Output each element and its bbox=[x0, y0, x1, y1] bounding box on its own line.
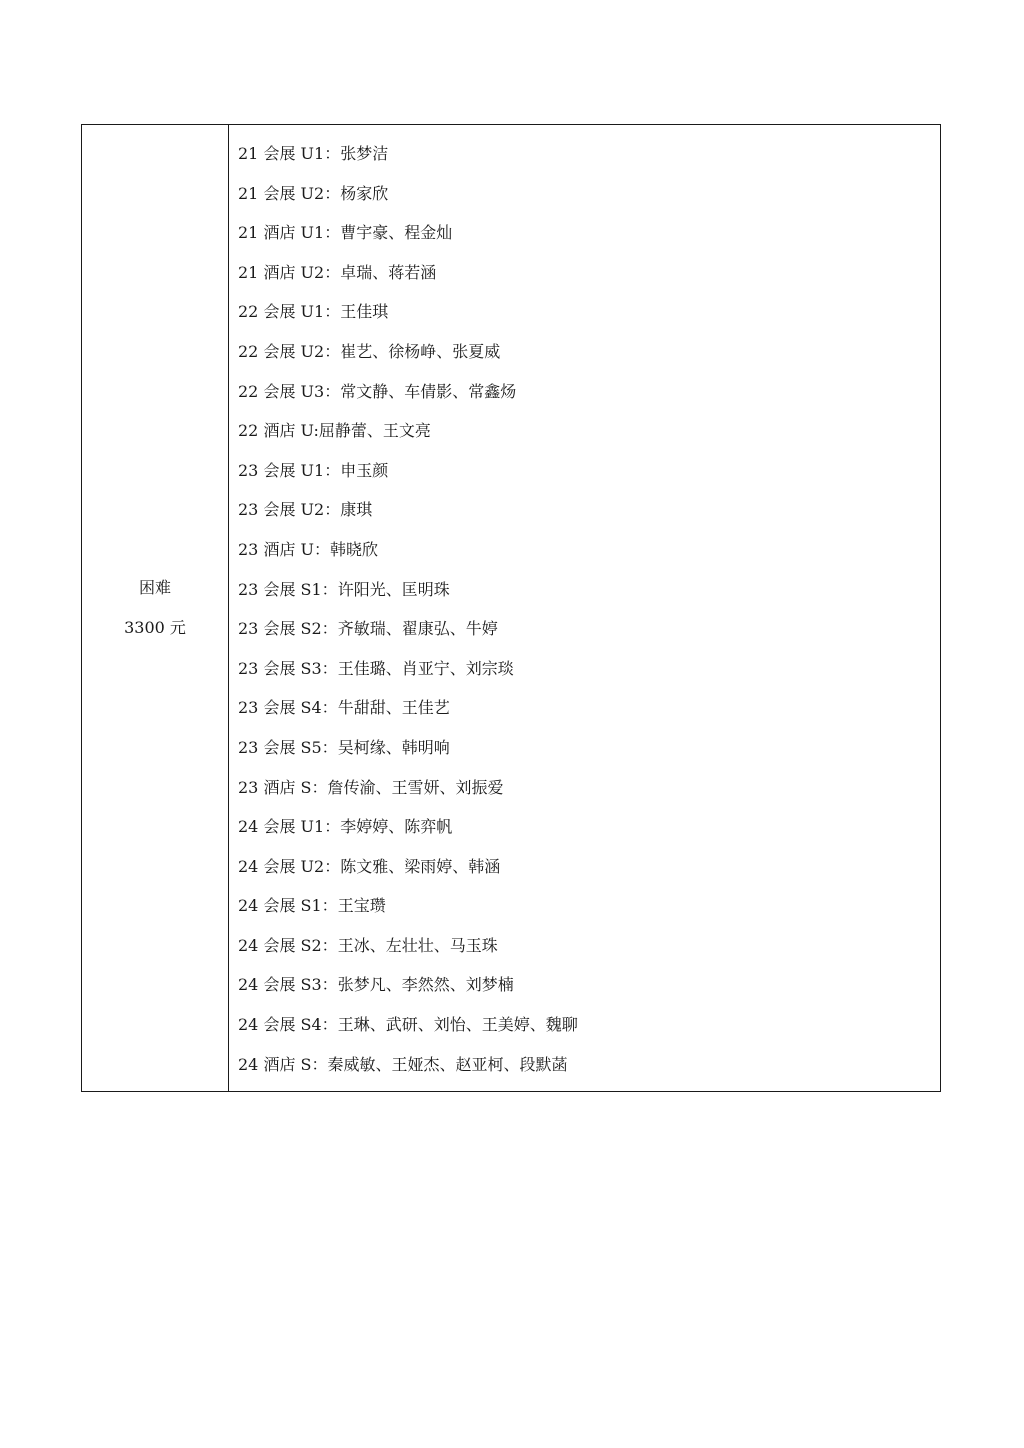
list-item bbox=[238, 695, 940, 735]
list-item bbox=[238, 735, 940, 775]
student-names: 秦威敏、王娅杰、赵亚柯、段默菡 bbox=[327, 1054, 568, 1074]
list-item bbox=[238, 220, 940, 260]
list-item bbox=[238, 141, 940, 181]
funding-table bbox=[81, 124, 941, 1092]
student-names: 崔艺、徐杨峥、张夏威 bbox=[340, 341, 501, 361]
class-label: 21 会展 U2： bbox=[238, 183, 341, 203]
student-names: 曹宇豪、程金灿 bbox=[340, 223, 453, 243]
list-item bbox=[238, 458, 940, 498]
student-names: 申玉颜 bbox=[340, 460, 389, 480]
list-item bbox=[238, 814, 940, 854]
list-item bbox=[238, 656, 940, 696]
student-names: 吴柯缘、韩明响 bbox=[337, 737, 450, 757]
class-label: 21 酒店 U2： bbox=[238, 262, 341, 282]
class-label: 24 会展 S2： bbox=[238, 935, 338, 955]
student-names: 王琳、武研、刘怡、王美婷、魏聊 bbox=[337, 1015, 578, 1035]
student-names: 张梦凡、李然然、刘梦楠 bbox=[337, 975, 514, 995]
student-names: 李婷婷、陈弈帆 bbox=[340, 817, 453, 837]
student-names: 屈静蕾、王文亮 bbox=[318, 421, 431, 441]
class-label: 24 会展 S4： bbox=[238, 1015, 338, 1035]
list-item bbox=[238, 775, 940, 815]
student-names: 王佳璐、肖亚宁、刘宗琰 bbox=[337, 658, 514, 678]
student-names: 张梦洁 bbox=[340, 144, 389, 163]
list-item bbox=[238, 181, 940, 221]
category-cell bbox=[82, 125, 229, 1091]
difficulty-level: 困难 bbox=[138, 578, 171, 597]
class-label: 24 会展 U2： bbox=[238, 856, 341, 876]
class-label: 24 会展 S1： bbox=[238, 896, 338, 916]
list-item bbox=[238, 1012, 940, 1052]
class-label: 23 酒店 U： bbox=[238, 539, 331, 559]
class-label: 23 会展 S5： bbox=[238, 737, 338, 757]
class-label: 22 会展 U1： bbox=[238, 302, 341, 322]
list-item bbox=[238, 299, 940, 339]
class-label: 23 会展 S1： bbox=[238, 579, 338, 599]
class-label: 21 会展 U1： bbox=[238, 144, 341, 163]
class-label: 22 酒店 U: bbox=[238, 421, 319, 441]
student-names: 齐敏瑞、翟康弘、牛婷 bbox=[337, 619, 498, 639]
list-item bbox=[238, 537, 940, 577]
class-label: 22 会展 U3： bbox=[238, 381, 341, 401]
subsidy-amount: 3300 元 bbox=[124, 618, 186, 637]
class-label: 23 会展 U2： bbox=[238, 500, 341, 520]
class-label: 23 酒店 S： bbox=[238, 777, 328, 797]
student-names: 王宝瓒 bbox=[337, 896, 386, 916]
class-label: 23 会展 S4： bbox=[238, 698, 338, 718]
class-label: 24 酒店 S： bbox=[238, 1054, 328, 1074]
student-names: 许阳光、匡明珠 bbox=[337, 579, 450, 599]
student-names: 詹传渝、王雪妍、刘振爱 bbox=[327, 777, 504, 797]
student-names: 牛甜甜、王佳艺 bbox=[337, 698, 450, 718]
list-item bbox=[238, 972, 940, 1012]
student-names: 陈文雅、梁雨婷、韩涵 bbox=[340, 856, 501, 876]
list-item bbox=[238, 497, 940, 537]
student-names: 王佳琪 bbox=[340, 302, 389, 322]
list-item bbox=[238, 379, 940, 419]
class-label: 22 会展 U2： bbox=[238, 341, 341, 361]
student-names: 卓瑞、蒋若涵 bbox=[340, 262, 437, 282]
list-item bbox=[238, 893, 940, 933]
class-label: 24 会展 S3： bbox=[238, 975, 338, 995]
student-names: 康琪 bbox=[340, 500, 373, 520]
class-label: 24 会展 U1： bbox=[238, 817, 341, 837]
class-label: 23 会展 U1： bbox=[238, 460, 341, 480]
list-item bbox=[238, 339, 940, 379]
list-item bbox=[238, 260, 940, 300]
class-label: 23 会展 S2： bbox=[238, 619, 338, 639]
student-names: 常文静、车倩影、常鑫炀 bbox=[340, 381, 517, 401]
list-item bbox=[238, 616, 940, 656]
student-list-cell bbox=[229, 125, 940, 1091]
list-item bbox=[238, 418, 940, 458]
list-item bbox=[238, 1052, 940, 1092]
student-names: 韩晓欣 bbox=[330, 539, 379, 559]
student-names: 杨家欣 bbox=[340, 183, 389, 203]
class-label: 21 酒店 U1： bbox=[238, 223, 341, 243]
student-names: 王冰、左壮壮、马玉珠 bbox=[337, 935, 498, 955]
class-label: 23 会展 S3： bbox=[238, 658, 338, 678]
list-item bbox=[238, 577, 940, 617]
list-item bbox=[238, 933, 940, 973]
list-item bbox=[238, 854, 940, 894]
